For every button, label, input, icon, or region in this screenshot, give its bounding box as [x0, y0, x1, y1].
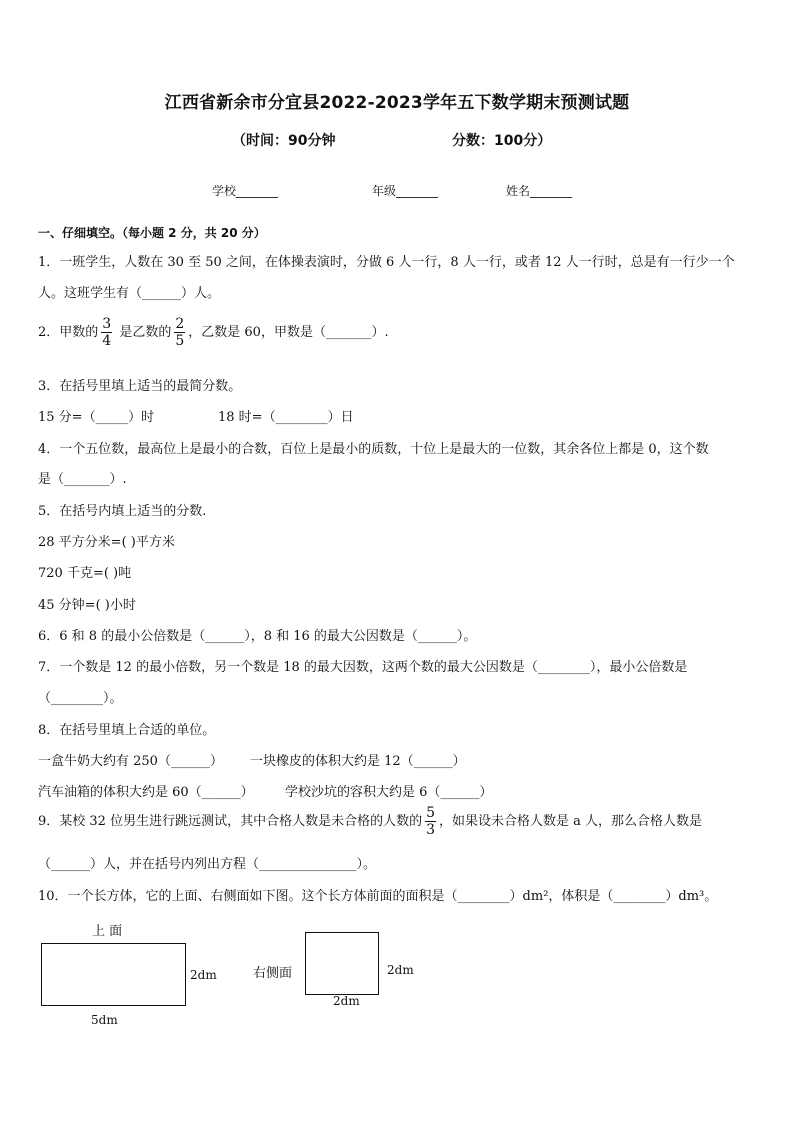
question-2 — [38, 317, 389, 348]
school-field: 学校_______ — [212, 184, 279, 198]
top-face-label: 上 面 — [92, 924, 123, 939]
question-8-c: 汽车油箱的体积大约是 60（______） — [38, 785, 254, 800]
question-3-line-1: 3．在括号里填上适当的最简分数。 — [38, 379, 242, 394]
question-7-line-2: （________）。 — [38, 691, 123, 706]
question-5-b: 720 千克=( )吨 — [38, 566, 132, 581]
top-face-height-label: 2dm — [190, 968, 217, 982]
question-3-right: 18 时=（________）日 — [218, 410, 354, 425]
question-9-pre: 9．某校 32 位男生进行跳远测试，其中合格人数是未合格的人数的 — [38, 814, 423, 829]
question-8-b: 一块橡皮的体积大约是 12（______） — [250, 754, 466, 769]
side-face-label: 右侧面 — [253, 966, 293, 981]
fraction-three-quarters: $\frac{3}{4}$ — [102, 316, 112, 349]
page-title: 江西省新余市分宜县2022-2023学年五下数学期末预测试题 — [164, 93, 630, 113]
question-9-post: ，如果设未合格人数是 a 人，那么合格人数是 — [439, 814, 703, 829]
top-face-width-label: 5dm — [91, 1013, 118, 1027]
side-face-width-label: 2dm — [333, 994, 360, 1008]
question-8-a: 一盒牛奶大约有 250（______） — [38, 754, 223, 769]
question-4-line-2: 是（_______）. — [38, 472, 127, 487]
question-2-pre: 2．甲数的 — [38, 325, 99, 340]
question-1-line-1: 1．一班学生，人数在 30 至 50 之间，在体操表演时，分做 6 人一行，8 人一行，或者 12 人一行时，总是有一行少一个 — [38, 255, 735, 270]
section-heading: 一、仔细填空。（每小题 2 分，共 20 分） — [38, 226, 266, 240]
top-face-rectangle — [41, 943, 186, 1006]
question-9-line-2: （______）人，并在括号内列出方程（_______________）。 — [38, 857, 377, 872]
name-field: 姓名_______ — [506, 184, 573, 198]
side-face-square — [305, 932, 379, 995]
question-10-line-1: 10．一个长方体，它的上面、右侧面如下图。这个长方体前面的面积是（________）dm²，体积是（________）dm³。 — [38, 889, 718, 904]
question-2-post: ，乙数是 60，甲数是（_______）. — [188, 325, 389, 340]
question-4-line-1: 4．一个五位数，最高位上是最小的合数，百位上是最小的质数，十位上是最大的一位数，其余各位上都是 0，这个数 — [38, 442, 709, 457]
question-8-d: 学校沙坑的容积大约是 6（______） — [285, 785, 493, 800]
question-1-line-2: 人。这班学生有（______）人。 — [38, 286, 221, 301]
fraction-five-thirds: $\frac{5}{3}$ — [426, 805, 435, 838]
question-5-c: 45 分钟=( )小时 — [38, 598, 136, 613]
question-8-line-1: 8．在括号里填上合适的单位。 — [38, 723, 216, 738]
question-5-a: 28 平方分米=( )平方米 — [38, 535, 175, 550]
question-3-left: 15 分=（_____）时 — [38, 410, 155, 425]
question-7-line-1: 7．一个数是 12 的最小倍数，另一个数是 18 的最大因数，这两个数的最大公因数是（________），最小公倍数是 — [38, 660, 688, 675]
question-5-line-1: 5．在括号内填上适当的分数. — [38, 504, 207, 519]
question-6: 6．6 和 8 的最小公倍数是（______），8 和 16 的最大公因数是（______）。 — [38, 629, 477, 644]
question-9-line-1 — [38, 806, 702, 837]
side-face-height-label: 2dm — [387, 963, 414, 977]
grade-field: 年级_______ — [372, 184, 439, 198]
fraction-two-fifths: $\frac{2}{5}$ — [175, 316, 185, 349]
exam-score: 分数：100分） — [452, 133, 552, 149]
question-2-mid: 是乙数的 — [115, 325, 172, 340]
exam-time: （时间：90分钟 — [232, 133, 336, 149]
